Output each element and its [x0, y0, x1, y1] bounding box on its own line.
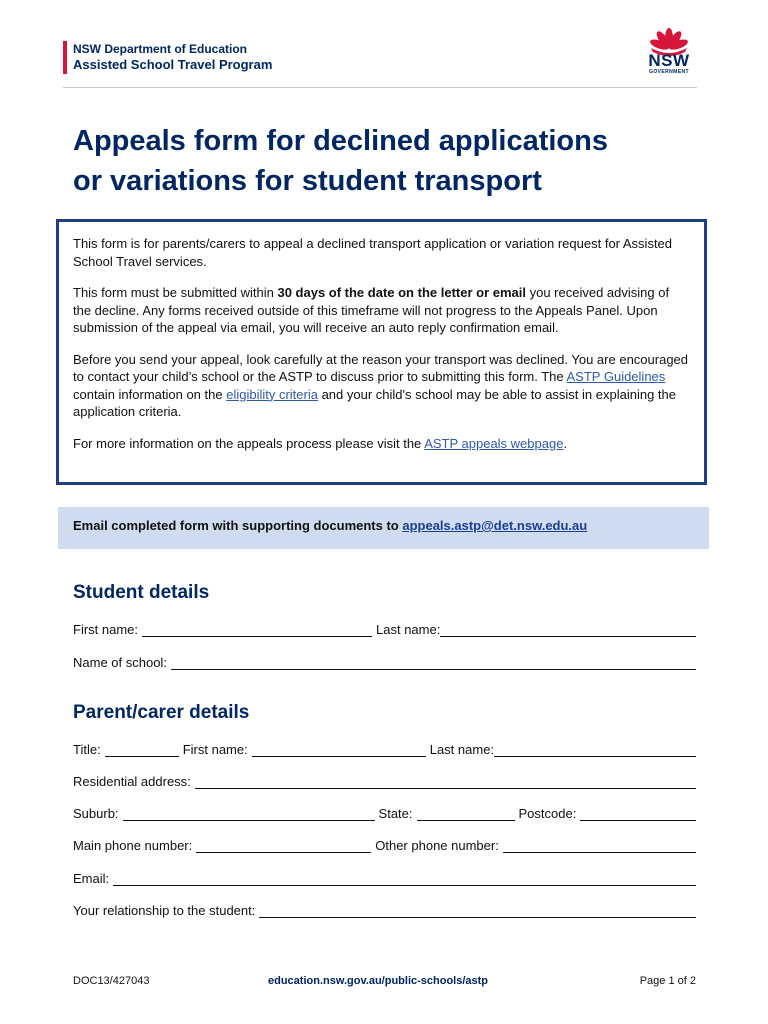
- header-divider: [63, 87, 697, 88]
- student-details-heading: Student details: [73, 582, 210, 603]
- other-phone-label: Other phone number:: [375, 838, 499, 853]
- parent-email-field[interactable]: [113, 872, 696, 886]
- residential-address-field[interactable]: [195, 775, 696, 789]
- p3-text-end: and your child's school may be able to assist in explaining the application criteria.: [73, 386, 676, 419]
- title-line-2: or variations for student transport: [73, 165, 542, 197]
- student-last-name-label: Last name:: [376, 622, 441, 637]
- suburb-row: [73, 806, 696, 821]
- info-paragraph-1: This form is for parents/carers to appeal a declined transport application or variation request for Assisted School Travel services.: [73, 236, 673, 269]
- email-instruction-band: [58, 507, 709, 549]
- parent-details-heading: Parent/carer details: [73, 702, 250, 723]
- p2-text-start: This form must be submitted within: [73, 285, 278, 300]
- relationship-label: Your relationship to the student:: [73, 903, 256, 918]
- deadline-emphasis: 30 days of the date on the letter or email: [277, 285, 526, 300]
- logo-government-label: GOVERNMENT: [649, 69, 689, 75]
- postcode-label: Postcode:: [518, 806, 577, 821]
- page-number: Page 1 of 2: [639, 975, 696, 987]
- parent-first-name-label: First name:: [182, 742, 248, 757]
- parent-last-name-field[interactable]: [494, 743, 696, 757]
- parent-last-name-label: Last name:: [429, 742, 495, 757]
- header-accent-bar: [63, 41, 67, 74]
- appeals-email-link[interactable]: appeals.astp@det.nsw.edu.au: [402, 518, 588, 533]
- student-first-name-label: First name:: [73, 622, 139, 637]
- parent-title-field[interactable]: [105, 743, 179, 757]
- school-name-field[interactable]: [171, 656, 696, 670]
- state-field[interactable]: [417, 807, 515, 821]
- program-name: Assisted School Travel Program: [73, 57, 273, 72]
- title-line-1: Appeals form for declined applications: [73, 125, 608, 157]
- department-name: NSW Department of Education: [73, 42, 248, 56]
- parent-first-name-field[interactable]: [252, 743, 426, 757]
- relationship-field[interactable]: [259, 904, 696, 918]
- phone-row: [73, 838, 696, 853]
- footer-website-link[interactable]: education.nsw.gov.au/public-schools/astp: [268, 975, 489, 987]
- relationship-row: [73, 903, 696, 918]
- info-paragraph-3: [73, 351, 690, 421]
- main-phone-label: Main phone number:: [73, 838, 193, 853]
- document-id: DOC13/427043: [73, 975, 150, 987]
- suburb-label: Suburb:: [73, 806, 119, 821]
- residential-address-label: Residential address:: [73, 774, 191, 789]
- page-title: [73, 121, 713, 201]
- astp-guidelines-link[interactable]: ASTP Guidelines: [566, 369, 666, 384]
- email-instruction: [73, 518, 587, 533]
- postcode-field[interactable]: [580, 807, 696, 821]
- other-phone-field[interactable]: [503, 839, 696, 853]
- email-instruction-text: Email completed form with supporting documents to: [73, 518, 403, 533]
- eligibility-criteria-link[interactable]: eligibility criteria: [226, 386, 318, 402]
- parent-email-label: Email:: [73, 871, 110, 886]
- info-paragraph-2: [73, 284, 690, 337]
- student-first-name-field[interactable]: [142, 623, 372, 637]
- student-name-row: [73, 622, 696, 637]
- school-name-label: Name of school:: [73, 655, 167, 670]
- p4-text-start: For more information on the appeals process please visit the: [73, 435, 425, 451]
- p4-text-end: .: [563, 435, 568, 451]
- nsw-logo-text: [641, 52, 697, 75]
- address-row: [73, 774, 696, 789]
- school-row: [73, 655, 696, 670]
- p3-text-middle: contain information on the: [73, 386, 227, 402]
- parent-name-row: [73, 742, 696, 757]
- astp-appeals-webpage-link[interactable]: ASTP appeals webpage: [424, 435, 564, 451]
- email-row: [73, 871, 696, 886]
- state-label: State:: [378, 806, 413, 821]
- suburb-field[interactable]: [123, 807, 375, 821]
- main-phone-field[interactable]: [196, 839, 371, 853]
- student-last-name-field[interactable]: [440, 623, 696, 637]
- logo-nsw-label: NSW: [648, 51, 690, 70]
- p3-text-start: Before you send your appeal, look carefully at the reason your transport was declined. You are encouraged to contact your child’s school or the ASTP to discuss prior to submitting this form. The: [73, 351, 689, 384]
- info-box: [56, 219, 707, 485]
- parent-title-label: Title:: [73, 742, 101, 757]
- info-paragraph-4: [73, 435, 690, 453]
- p2-text-end: you received advising of the decline. Any forms received outside of this timeframe will not progress to the Appeals Panel. Upon submission of the appeal via email, you will receive an auto reply confirmation email.: [73, 285, 670, 335]
